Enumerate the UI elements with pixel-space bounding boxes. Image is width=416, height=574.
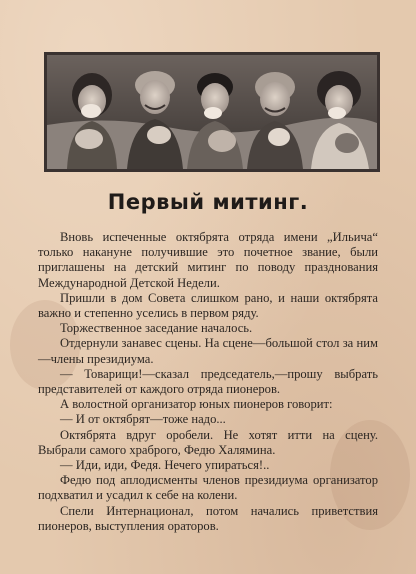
article-body: [38, 230, 378, 534]
paragraph: А волостной организатор юных пионеров говорит:: [60, 397, 333, 412]
paragraph: Октябрята вдруг оробели. Не хотят итти на сцену. Выбрали самого храброго, Федю Халямина.: [38, 427, 378, 457]
paragraph: — Иди, иди, Федя. Нечего упираться!..: [60, 458, 270, 473]
paragraph: Отдернули занавес сцены. На сцене—большой стол за ним—члены президиума.: [38, 336, 378, 366]
paragraph: Торжественное заседание началось.: [60, 321, 253, 336]
paragraph: Федю под аплодисменты членов президиума организатор подхватил и усадил к себе на колени.: [38, 473, 378, 503]
paragraph: Спели Интернационал, потом начались приветствия пионеров, выступления ораторов.: [38, 503, 378, 533]
children-photo: [47, 55, 377, 169]
paragraph: Пришли в дом Совета слишком рано, и наши октябрята важно и степенно уселись в первом ряду.: [38, 290, 378, 321]
article-title: Первый митинг.: [107, 190, 309, 214]
photo: [44, 52, 380, 172]
paragraph: Вновь испеченные октябрята отряда имени „Ильича“ только накануне получившие это почетное звание, были приглашены на детский митинг по поводу празднования Международной Детской Недели.: [38, 230, 378, 290]
paragraph: — И от октябрят—тоже надо...: [60, 412, 226, 427]
paragraph: — Товарищи!—сказал председатель,—прошу выбрать представителей от каждого отряда пионеров.: [38, 366, 378, 397]
